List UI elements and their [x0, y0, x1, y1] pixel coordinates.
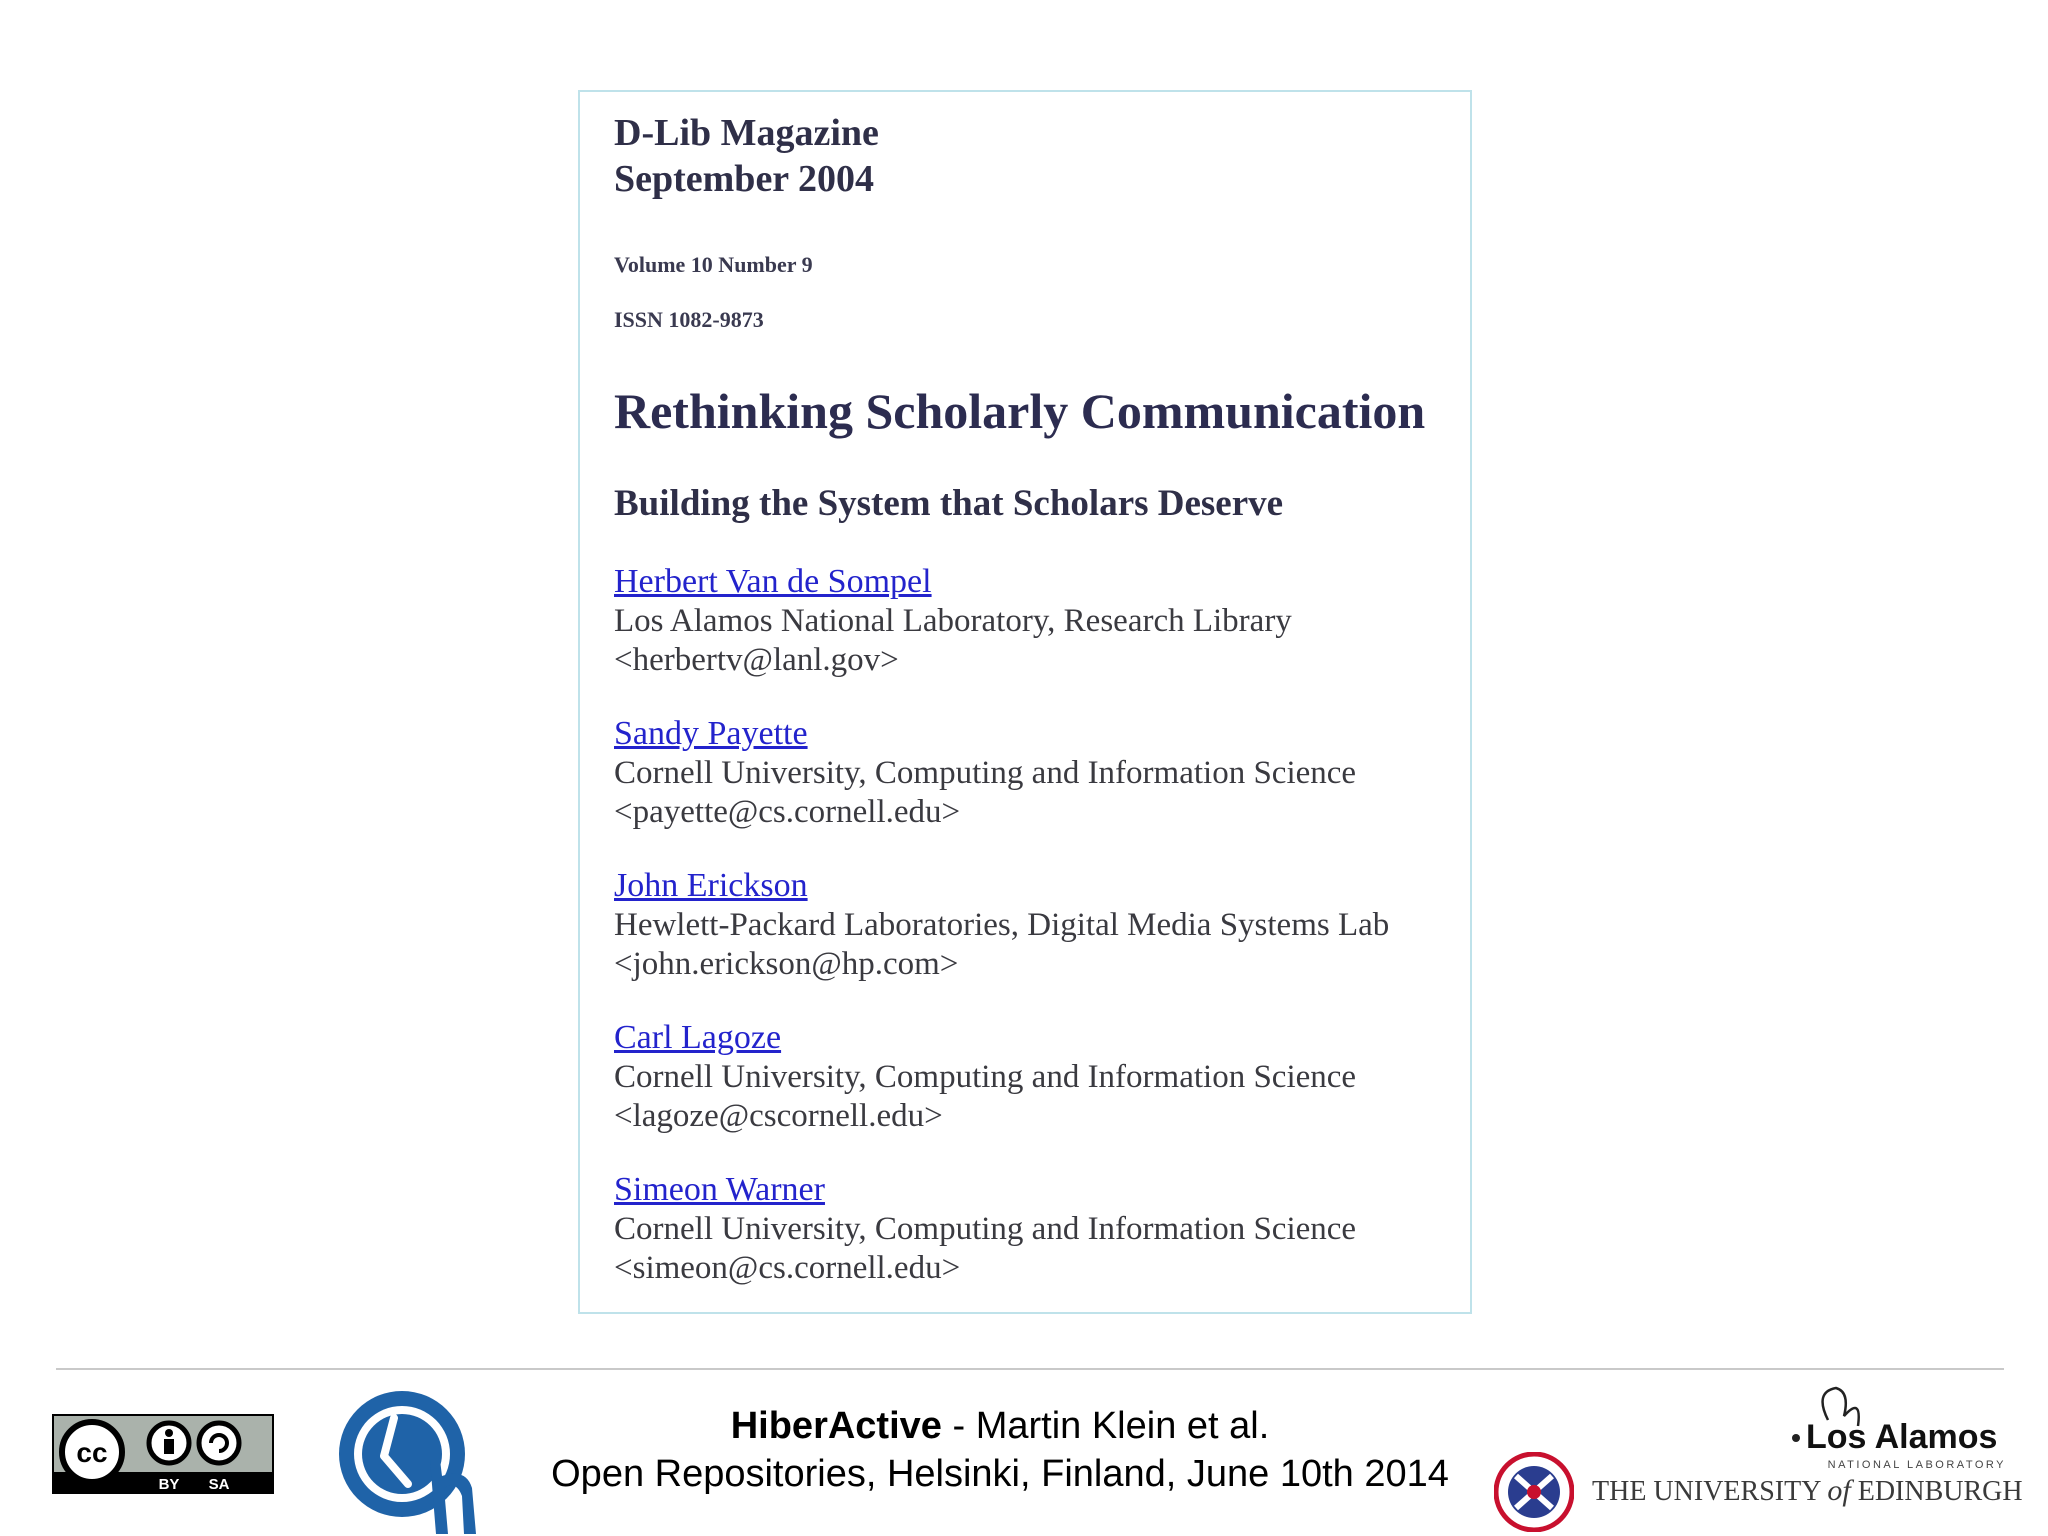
- cc-by-sa-license-icon: [52, 1414, 274, 1494]
- los-alamos-logo-icon: [1770, 1386, 2006, 1470]
- license-sa-label: SA: [208, 1476, 230, 1493]
- article-title: Rethinking Scholarly Communication: [614, 383, 1426, 439]
- svg-text:cc: cc: [76, 1437, 108, 1468]
- author-email: <payette@cs.cornell.edu>: [614, 794, 961, 830]
- author-entry: [614, 714, 1454, 866]
- caption-authors: - Martin Klein et al.: [941, 1405, 1270, 1447]
- author-affiliation: Cornell University, Computing and Information Science: [614, 1211, 1357, 1247]
- edinburgh-pre: THE UNIVERSITY: [1592, 1476, 1828, 1507]
- author-entry: [614, 866, 1454, 1018]
- author-email: <herbertv@lanl.gov>: [614, 642, 899, 678]
- author-name-link[interactable]: Carl Lagoze: [614, 1019, 782, 1056]
- license-by-label: BY: [158, 1476, 180, 1493]
- edinburgh-crest-icon: [1494, 1452, 1574, 1532]
- author-entry: [614, 1018, 1454, 1170]
- author-email: <lagoze@cscornell.edu>: [614, 1098, 943, 1134]
- author-name-link[interactable]: John Erickson: [614, 867, 808, 904]
- author-affiliation: Cornell University, Computing and Information Science: [614, 1059, 1357, 1095]
- volume-number: Volume 10 Number 9: [614, 252, 813, 277]
- article-subtitle: Building the System that Scholars Deserve: [614, 483, 1284, 524]
- author-name-link[interactable]: Simeon Warner: [614, 1171, 825, 1208]
- edinburgh-wordmark: [1592, 1474, 2023, 1508]
- issn: ISSN 1082-9873: [614, 307, 764, 332]
- author-list: [614, 562, 1454, 1322]
- caption-line-1: [500, 1402, 1500, 1450]
- lanl-sub: NATIONAL LABORATORY: [1827, 1459, 2006, 1470]
- hiberactive-clock-logo-icon: [336, 1388, 482, 1534]
- author-name-link[interactable]: Sandy Payette: [614, 715, 808, 752]
- edinburgh-post: EDINBURGH: [1850, 1476, 2023, 1507]
- author-affiliation: Cornell University, Computing and Information Science: [614, 755, 1357, 791]
- author-email: <john.erickson@hp.com>: [614, 946, 959, 982]
- author-affiliation: Hewlett-Packard Laboratories, Digital Media Systems Lab: [614, 907, 1390, 943]
- footer-divider: [56, 1368, 2004, 1370]
- paper-cover: [578, 90, 1472, 1314]
- lanl-name: Los Alamos: [1806, 1418, 1998, 1456]
- edinburgh-of: of: [1827, 1474, 1851, 1507]
- footer-caption: [500, 1402, 1500, 1498]
- magazine-name: D-Lib Magazine: [614, 112, 879, 154]
- author-name-link[interactable]: Herbert Van de Sompel: [614, 563, 932, 600]
- author-entry: [614, 1170, 1454, 1322]
- magazine-heading: [614, 110, 879, 202]
- issue-date: September 2004: [614, 158, 874, 200]
- author-email: <simeon@cs.cornell.edu>: [614, 1250, 961, 1286]
- project-name: HiberActive: [730, 1405, 942, 1447]
- author-affiliation: Los Alamos National Laboratory, Research Library: [614, 603, 1292, 639]
- caption-event: Open Repositories, Helsinki, Finland, June 10th 2014: [551, 1453, 1449, 1495]
- author-entry: [614, 562, 1454, 714]
